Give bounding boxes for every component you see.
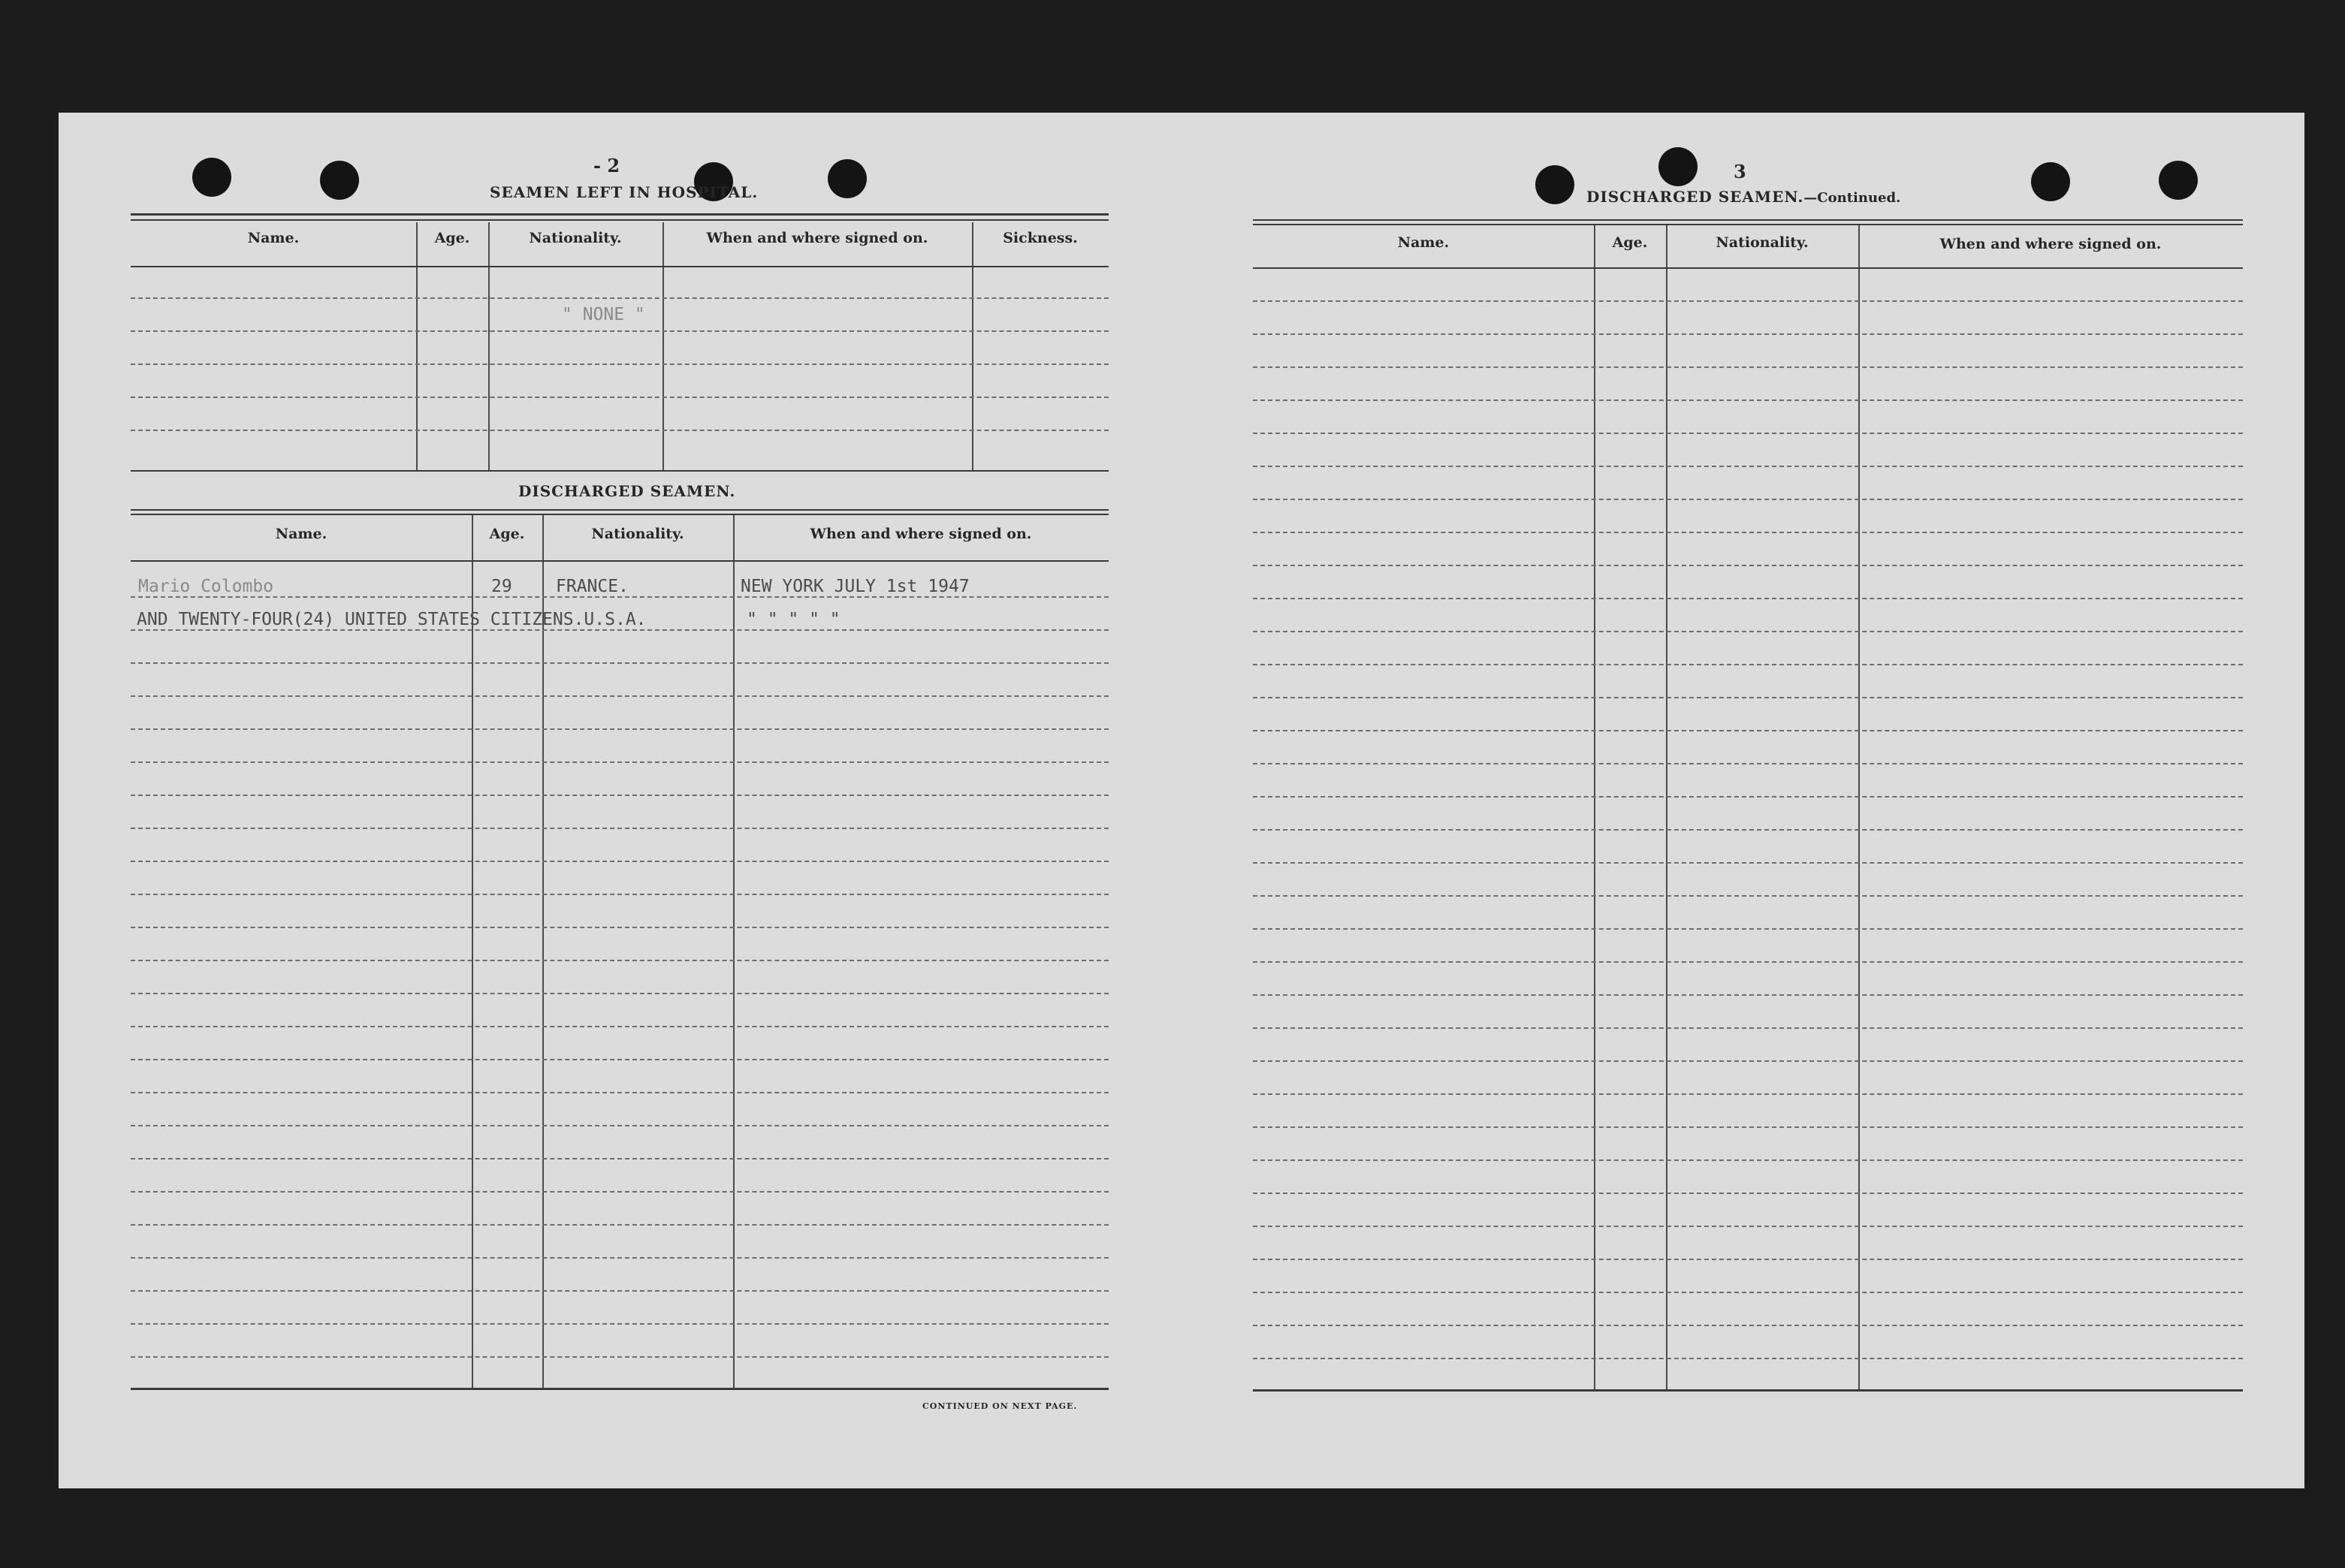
col-header-name: Name.: [247, 230, 300, 246]
discharged-table: [131, 515, 1109, 1506]
entry-line: [1253, 333, 2243, 335]
entry-line: [131, 1092, 1109, 1093]
entry-line: [131, 795, 1109, 796]
entry-line: [131, 1224, 1109, 1226]
entry-line: [131, 629, 1109, 631]
rule: [131, 219, 1109, 221]
entry-line: [1253, 1060, 2243, 1062]
entry-line: [131, 761, 1109, 763]
col-header-name: Name.: [275, 526, 327, 542]
entry-line: [1253, 697, 2243, 698]
seaman-signed-on: NEW YORK JULY 1st 1947: [741, 577, 970, 596]
entry-line: [1253, 961, 2243, 963]
ledger-sheet: [59, 113, 2304, 1488]
col-header-signed-on: When and where signed on.: [706, 230, 928, 246]
entry-line: [1253, 466, 2243, 467]
entry-line: [131, 297, 1109, 299]
entry-line: [131, 1356, 1109, 1358]
left-page-number: - 2: [593, 155, 620, 176]
col-header-nationality: Nationality.: [591, 526, 684, 542]
entry-line: [131, 596, 1109, 598]
punch-hole: [2031, 162, 2070, 201]
entry-line: [131, 728, 1109, 730]
entry-line: [1253, 400, 2243, 401]
entry-line: [1253, 1226, 2243, 1227]
entry-line: [131, 695, 1109, 697]
entry-line: [1253, 532, 2243, 533]
col-header-signed-on: When and where signed on.: [1939, 236, 2162, 252]
punch-hole: [1658, 147, 1698, 186]
entry-line: [1253, 1193, 2243, 1194]
entry-line: [1253, 1159, 2243, 1161]
table-bottom-rule: [1253, 1389, 2243, 1392]
entry-line: [131, 1191, 1109, 1193]
punch-hole: [1535, 165, 1574, 204]
table-bottom-rule: [131, 1388, 1109, 1390]
entry-line: [1253, 300, 2243, 302]
column-divider: [972, 222, 973, 470]
entry-line: [131, 397, 1109, 398]
punch-hole: [192, 158, 231, 197]
header-underline: [1253, 267, 2243, 269]
entry-line: [1253, 1325, 2243, 1326]
column-divider: [416, 222, 418, 470]
seaman-group-signed-on: " " " " ": [747, 610, 841, 629]
entry-line: [131, 1125, 1109, 1126]
entry-line: [1253, 598, 2243, 599]
right-section-title-suffix: —Continued.: [1803, 190, 1901, 206]
entry-line: [131, 1323, 1109, 1325]
entry-line: [1253, 829, 2243, 831]
col-header-sickness: Sickness.: [1003, 230, 1078, 246]
entry-line: [1253, 631, 2243, 632]
col-header-signed-on: When and where signed on.: [810, 526, 1032, 542]
col-header-age: Age.: [434, 230, 470, 246]
rule: [131, 213, 1109, 216]
entry-line: [131, 1290, 1109, 1292]
seaman-age: 29: [491, 577, 512, 596]
column-divider: [662, 222, 664, 470]
seaman-group-entry: AND TWENTY-FOUR(24) UNITED STATES CITIZENS.U.S.A.: [137, 610, 647, 629]
rule: [131, 509, 1109, 511]
column-divider: [488, 222, 490, 470]
right-section-title-text: DISCHARGED SEAMEN.: [1586, 188, 1804, 206]
punch-hole: [828, 159, 867, 198]
right-section-title: [1586, 188, 1900, 206]
continued-note: CONTINUED ON NEXT PAGE.: [922, 1401, 1078, 1411]
entry-line: [131, 861, 1109, 862]
entry-line: [1253, 1126, 2243, 1128]
col-header-name: Name.: [1397, 234, 1450, 251]
entry-line: [1253, 730, 2243, 731]
entry-line: [131, 894, 1109, 895]
entry-line: [1253, 1027, 2243, 1029]
rule: [1253, 219, 2243, 221]
entry-line: [1253, 1093, 2243, 1095]
table-bottom-rule: [131, 470, 1109, 472]
hospital-entry: " NONE ": [562, 305, 645, 324]
entry-line: [1253, 366, 2243, 368]
discharged-section-title: DISCHARGED SEAMEN.: [518, 482, 736, 500]
entry-line: [131, 430, 1109, 431]
entry-line: [1253, 994, 2243, 996]
entry-line: [131, 927, 1109, 928]
col-header-nationality: Nationality.: [1716, 234, 1809, 251]
entry-line: [1253, 1292, 2243, 1293]
header-underline: [131, 560, 1109, 562]
entry-line: [131, 330, 1109, 332]
col-header-age: Age.: [1612, 234, 1648, 251]
entry-line: [1253, 565, 2243, 566]
discharged-continued-table: [1253, 225, 2243, 1502]
entry-line: [1253, 895, 2243, 897]
entry-line: [131, 960, 1109, 961]
entry-line: [1253, 862, 2243, 864]
entry-line: [131, 1257, 1109, 1259]
punch-hole: [320, 161, 359, 200]
punch-hole: [2159, 161, 2198, 200]
entry-line: [1253, 433, 2243, 434]
entry-line: [1253, 796, 2243, 798]
entry-line: [1253, 1358, 2243, 1359]
seaman-nationality: FRANCE.: [556, 577, 629, 596]
right-page-number: 3: [1734, 161, 1746, 182]
entry-line: [1253, 928, 2243, 930]
entry-line: [1253, 1259, 2243, 1260]
header-underline: [131, 266, 1109, 267]
entry-line: [1253, 763, 2243, 764]
entry-line: [131, 363, 1109, 365]
entry-line: [131, 1158, 1109, 1159]
entry-line: [131, 1026, 1109, 1027]
entry-line: [1253, 499, 2243, 500]
col-header-nationality: Nationality.: [529, 230, 622, 246]
entry-line: [131, 1059, 1109, 1060]
seaman-name: Mario Colombo: [138, 577, 274, 596]
col-header-age: Age.: [489, 526, 525, 542]
entry-line: [131, 993, 1109, 994]
entry-line: [131, 662, 1109, 664]
entry-line: [131, 828, 1109, 829]
entry-line: [1253, 664, 2243, 665]
hospital-section-title: SEAMEN LEFT IN HOSPITAL.: [490, 183, 759, 201]
